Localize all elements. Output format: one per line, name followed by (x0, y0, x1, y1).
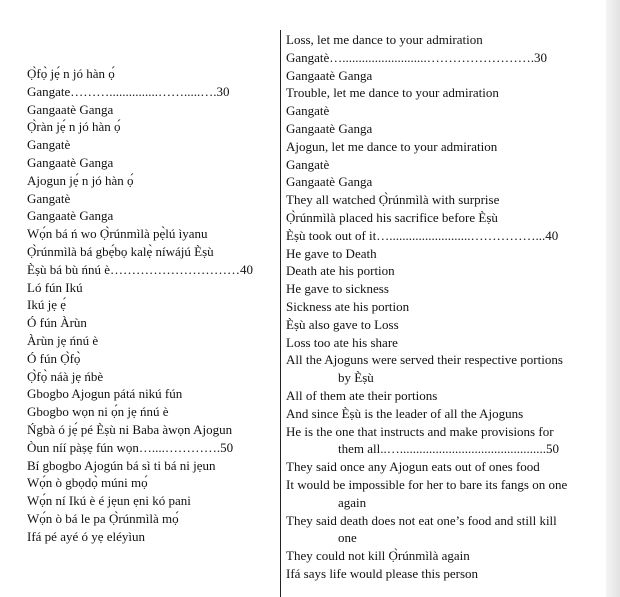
english-verse-line: Gangatè…..........................…………………….30 (286, 49, 548, 65)
english-translation-column (286, 31, 614, 583)
yoruba-verse-line: Ọ̀fọ̀ jẹ́ n jó hàn ọ́ (27, 66, 115, 81)
english-verse-line: They said once any Ajogun eats out of ones food (286, 459, 540, 475)
english-verse-line: Loss too ate his share (286, 334, 398, 350)
yoruba-verse-line: Gangatè (27, 137, 71, 153)
english-verse-line: Loss, let me dance to your admiration (286, 32, 483, 47)
yoruba-verse-line: Àrùn jẹ ńnú è (27, 332, 99, 348)
yoruba-verse-line: Wọ́n ò gbọdọ̀ múni mọ́ (27, 475, 148, 491)
yoruba-verse-line: Ikú jẹ ẹ́ (27, 297, 66, 313)
english-verse-line: All the Ajoguns were served their respective portions (286, 352, 563, 368)
yoruba-verse-line: Bí gbogbo Ajogún bá sì ti bá ni jẹun (27, 457, 216, 473)
english-verse-line: They all watched Ọ̀rúnmìlà with surprise (286, 192, 500, 208)
yoruba-verse-line: Wọ́n bá ń wo Ọ̀rúnmìlà pẹ̀lú ìyanu (27, 226, 208, 242)
yoruba-verse-line: Òun níí pàṣẹ fún wọn…....………….50 (27, 439, 234, 455)
english-verse-line: Gangaatè Ganga (286, 67, 373, 83)
english-verse-continuation: again (338, 494, 367, 510)
yoruba-verse-line: Gbogbo Ajogun pátá nikú fún (27, 386, 183, 402)
english-verse-continuation: them all..….............................................50 (338, 441, 559, 457)
english-verse-line: Ifá says life would please this person (286, 565, 479, 581)
yoruba-verse-line: Wọ́n ní Ikú è é jẹun ẹni kó pani (27, 493, 191, 509)
english-verse-continuation: by Èṣù (338, 370, 374, 386)
english-verse-line: Gangatè (286, 156, 330, 172)
english-verse-line: Sickness ate his portion (286, 298, 410, 314)
yoruba-verse-line: Ọ̀fọ̀ náà jẹ ńbè (27, 368, 104, 384)
english-verse-line: Èṣù also gave to Loss (286, 316, 399, 332)
yoruba-verse-line: Gangatè (27, 190, 71, 206)
yoruba-verse-line: Ọ̀ràn jẹ́ n jó hàn ọ́ (27, 119, 121, 135)
english-verse-line: They could not kill Ọ̀rúnmìlà again (286, 548, 470, 564)
english-verse-line: Gangatè (286, 103, 330, 119)
english-verse-line: Trouble, let me dance to your admiration (286, 85, 499, 101)
yoruba-verse-line: Wọ́n ò bá le pa Ọ̀rúnmìlà mọ́ (27, 510, 179, 526)
column-divider (280, 30, 281, 597)
yoruba-verse-line: Èṣù bá bù ńnú è…………………………40 (27, 261, 254, 277)
english-verse-line: All of them ate their portions (286, 387, 438, 403)
yoruba-verse-line: Gbogbo wọn ni ọ́n jẹ ńnú è (27, 404, 169, 420)
yoruba-verse-column (27, 65, 275, 546)
english-verse-line: And since Èṣù is the leader of all the Ajoguns (286, 405, 524, 421)
yoruba-verse-line: Gangaatè Ganga (27, 101, 114, 117)
yoruba-verse-line: Ọ̀rúnmìlà bá gbẹ́bọ kalẹ̀ níwájú Èṣù (27, 243, 214, 259)
english-verse-line: He gave to Death (286, 245, 377, 261)
yoruba-verse-line: Ajogun jẹ́ n jó hàn ọ́ (27, 172, 134, 188)
english-verse-line: He gave to sickness (286, 281, 389, 297)
english-verse-line: Èṣù took out of it….........................……………...40 (286, 227, 559, 243)
english-verse-line: Ajogun, let me dance to your admiration (286, 138, 498, 154)
yoruba-verse-line: Gangaatè Ganga (27, 154, 114, 170)
english-verse-line: They said death does not eat one’s food and still kill (286, 512, 557, 528)
english-verse-line: He is the one that instructs and make provisions for (286, 423, 554, 439)
english-verse-line: Gangaatè Ganga (286, 120, 373, 136)
english-verse-continuation: one (338, 530, 357, 546)
yoruba-verse-line: Ńgbà ó jẹ́ pé Èṣù ni Baba àwọn Ajogun (27, 421, 233, 437)
english-verse-line: It would be impossible for her to bare its fangs on one (286, 476, 568, 492)
yoruba-verse-line: Ifá pé ayé ó yẹ eléyìun (27, 528, 146, 544)
yoruba-verse-line: Gangaatè Ganga (27, 208, 114, 224)
yoruba-verse-line: Ó fún Àrùn (27, 315, 87, 331)
yoruba-verse-line: Ló fún Ikú (27, 279, 83, 295)
english-verse-line: Death ate his portion (286, 263, 395, 279)
english-verse-line: Gangaatè Ganga (286, 174, 373, 190)
english-verse-line: Ọ̀rúnmìlà placed his sacrifice before Èṣù (286, 209, 498, 225)
yoruba-verse-line: Ó fún Ọ̀fọ̀ (27, 350, 81, 366)
yoruba-verse-line: Gangate………...............…….....….30 (27, 83, 230, 99)
